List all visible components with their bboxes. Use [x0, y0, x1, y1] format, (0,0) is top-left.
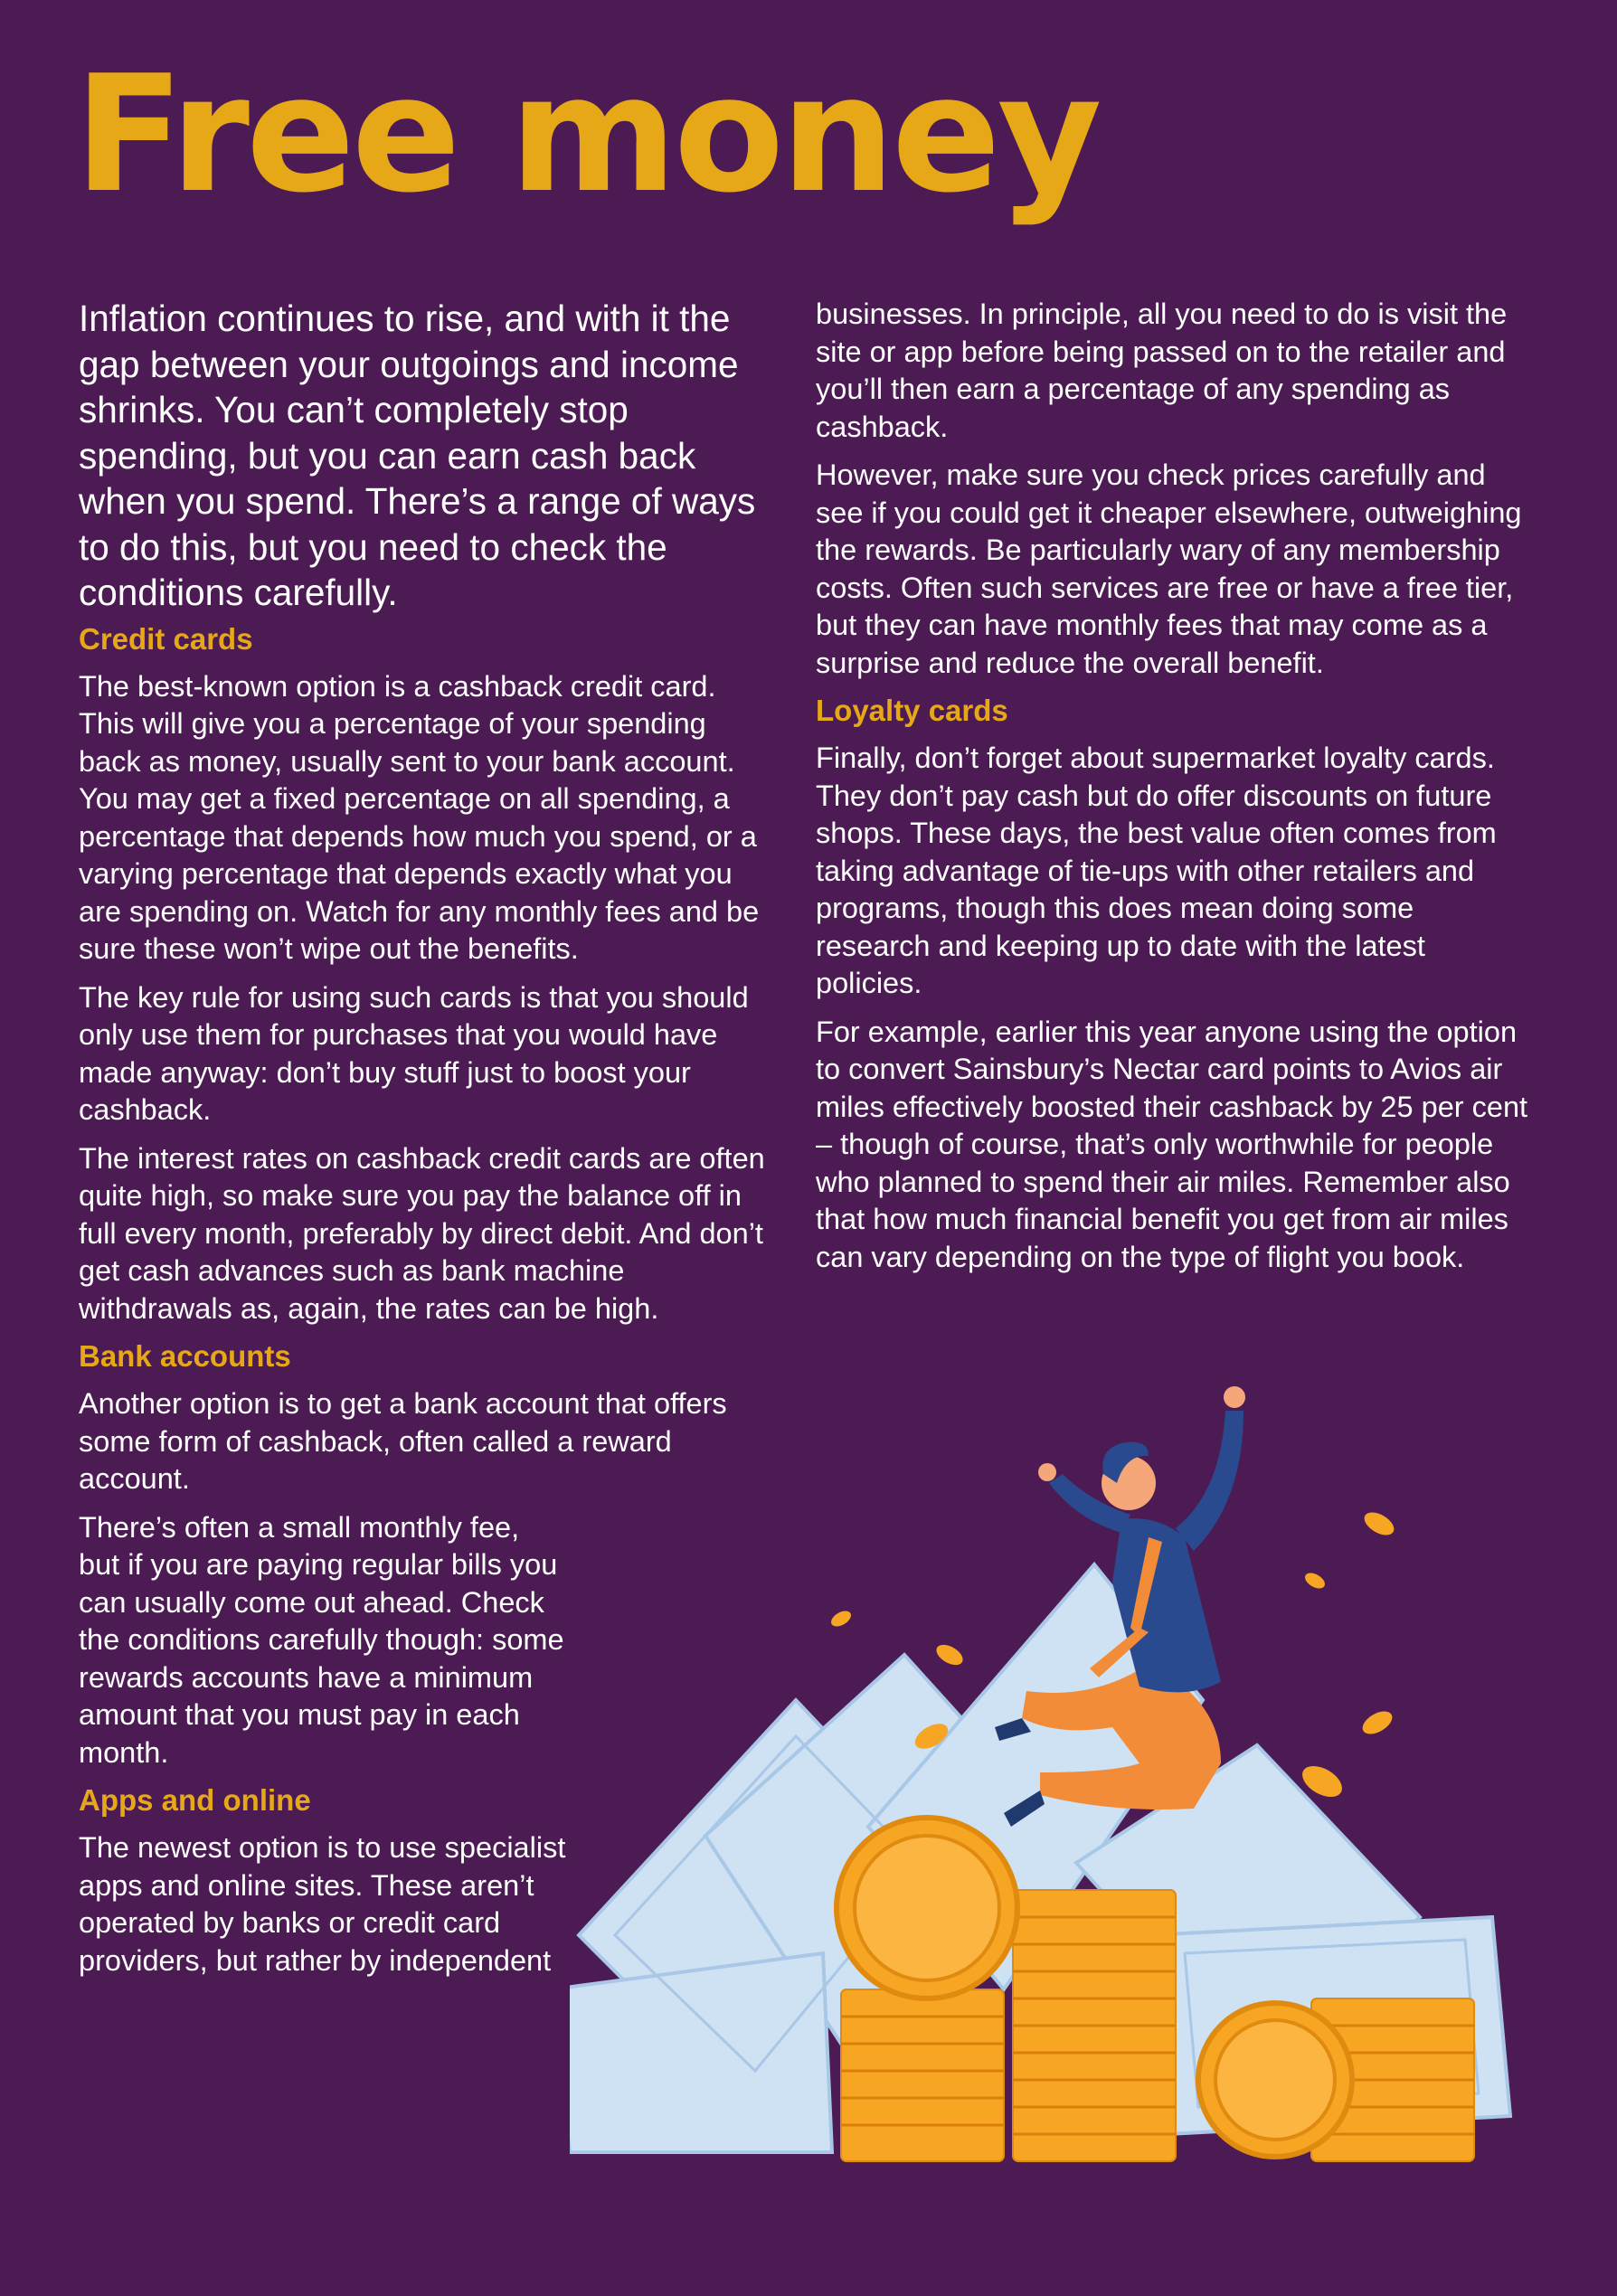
apps-online-paragraph-3: However, make sure you check prices carefully and see if you could get it cheaper elsewhere, outweighing the rewards. Be particularly wary of any membership costs. Often such services are free or have a free tier, but they can have monthly fees that may come as a surprise and reduce the overall benefit. — [816, 458, 1522, 679]
loyalty-cards-paragraph-2: For example, earlier this year anyone using the option to convert Sainsbury’s Nectar card points to Avios air miles effectively boosted their cashback by 25 per cent – though of course, that’s only worthwhile for people who planned to spend their air miles. Remember also that how much financial benefit you get from air miles can vary depending on the type of flight you book. — [816, 1015, 1528, 1273]
heading-loyalty-cards: Loyalty cards — [816, 694, 1008, 727]
bank-accounts-paragraph-1: Another option is to get a bank account that offers some form of cashback, often called a reward account. — [79, 1387, 727, 1495]
credit-cards-paragraph-3: The interest rates on cashback credit cards are often quite high, so make sure you pay the balance off in full every month, preferably by direct debit. And don’t get cash advances such as bank machine withdrawals as, again, the rates can be high. — [79, 1141, 765, 1325]
heading-apps-online: Apps and online — [79, 1783, 311, 1817]
heading-credit-cards: Credit cards — [79, 621, 253, 656]
bank-accounts-paragraph-2: There’s often a small monthly fee, but if you are paying regular bills you can usually come out ahead. Check the conditions carefully though: some rewards accounts have a minimum amount that you must pay in each month. — [79, 1510, 564, 1769]
right-column — [816, 296, 1530, 1287]
apps-online-paragraph-1: The newest option is to use specialist apps and online sites. These aren’t operated by banks or credit card providers, but rather by independent — [79, 1831, 566, 1977]
banknote-far-left — [570, 1953, 832, 2152]
apps-online-paragraph-2: businesses. In principle, all you need to do is visit the site or app before being passed on to the retailer and you’ll then earn a percentage of any spending as cashback. — [816, 298, 1508, 443]
loyalty-cards-paragraph-1: Finally, don’t forget about supermarket loyalty cards. They don’t pay cash but do offer discounts on future shops. These days, the best value often comes from taking advantage of tie-ups with other retailers and programs, though this does mean doing some research and keeping up to date with the latest policies. — [816, 742, 1497, 999]
heading-bank-accounts: Bank accounts — [79, 1339, 291, 1373]
man-right-arm — [1176, 1411, 1243, 1551]
page-title: Free money — [74, 41, 1099, 228]
jumping-man-with-coins-illustration — [570, 1356, 1546, 2170]
intro-paragraph: Inflation continues to rise, and with it the gap between your outgoings and income shrinks. You can’t completely stop spending, but you can earn cash back when you spend. There’s a range of ways to do this, but you need to check the conditions carefully. — [79, 298, 756, 613]
credit-cards-paragraph-2: The key rule for using such cards is that you should only use them for purchases that you would have made anyway: don’t buy stuff just to boost your cashback. — [79, 980, 749, 1126]
credit-cards-paragraph-1: The best-known option is a cashback credit card. This will give you a percentage of your spending back as money, usually sent to your bank account. You may get a fixed percentage on all spending, a percentage that depends how much you spend, or a varying percentage that depends exactly what you are spending on. Watch for any monthly fees and be sure these won’t wipe out the benefits. — [79, 669, 760, 965]
